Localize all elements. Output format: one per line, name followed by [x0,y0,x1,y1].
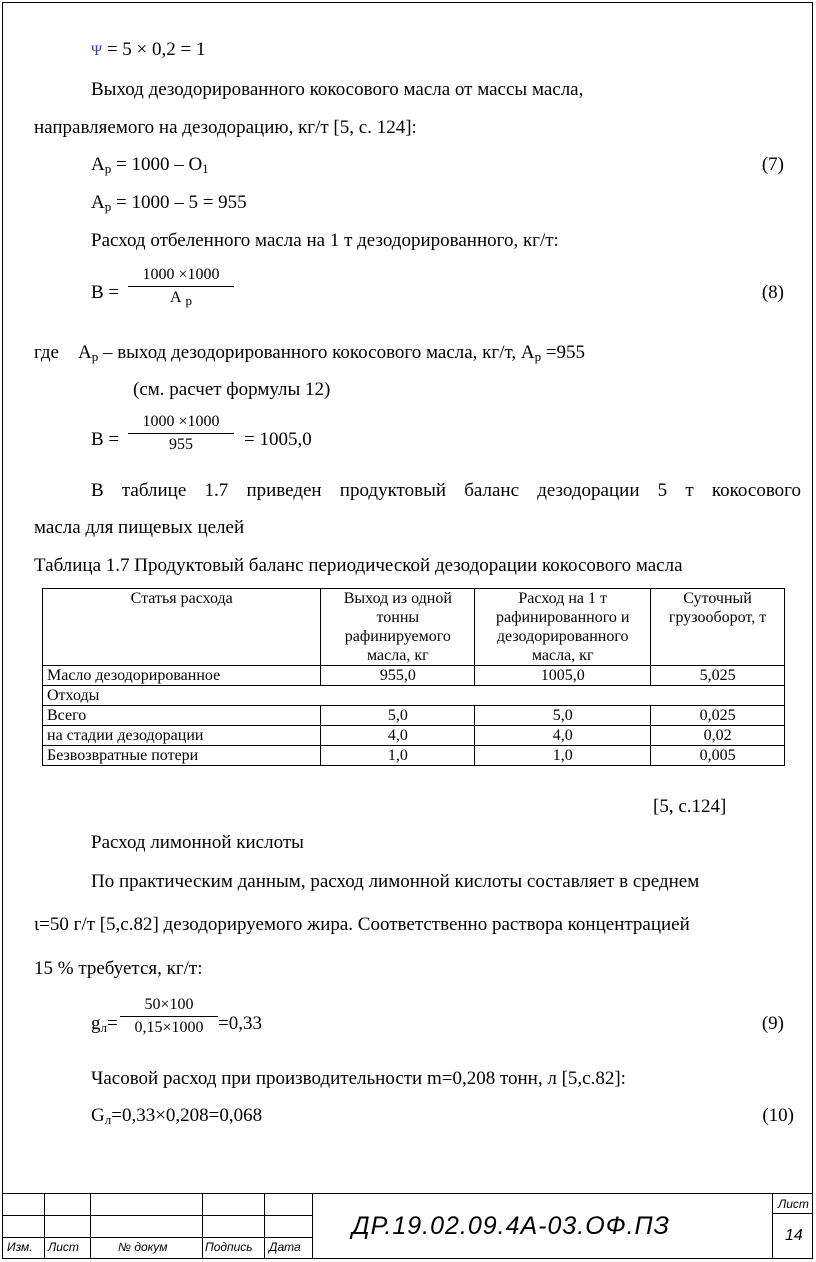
equation-8-fraction: 1000 ×1000 А $_р$ [128,266,234,309]
label-signature: Подпись [205,1240,253,1254]
equation-7a: $А_р = 1000 - О_1$ [91,154,209,176]
table-header-cell: Суточный грузооборот, т [651,589,785,666]
table-caption: Таблица 1.7 Продуктовый баланс периодической дезодорации кокосового масла [34,555,683,576]
where-line: где $А_р$ – выход дезодорированного кокосового масла, кг/т, $А_р =955$ [34,342,586,364]
paragraph-2: Расход отбеленного масла на 1 т дезодорированного, кг/т: [91,230,559,251]
equation-8-lhs: В = [91,282,120,303]
equation-9-result: =0,33 [218,1013,262,1034]
paragraph-5-line-2: ι=50 г/т [5,с.82] дезодорируемого жира. Соответственно раствора концентрацией [34,914,690,935]
paragraph-3-line-1: В таблице 1.7 приведен продуктовый баланс дезодорации 5 т кокосового [91,480,801,501]
equation-number-7: (7) [761,154,784,175]
equation-7b: $А_р = 1000 - 5 = 955$ [91,192,247,214]
equation-8b-fraction: 1000 ×1000 955 [128,413,234,454]
table-row: Безвозвратные потери 1,0 1,0 0,005 [43,746,785,766]
paragraph-4: Расход лимонной кислоты [91,832,304,853]
label-izm: Изм. [7,1240,33,1254]
equation-9-lhs: $g_л=$ [91,1013,118,1035]
paragraph-1-line-2: направляемого на дезодорацию, кг/т [5, с. 124]: [34,117,417,138]
sheet-number: 14 [785,1227,803,1244]
table-row: Масло дезодорированное 955,0 1005,0 5,025 [43,666,785,686]
product-balance-table [42,588,785,766]
table-header-cell: Расход на 1 т рафинированного и дезодорированного масла, кг [475,589,651,666]
equation-number-10: (10) [762,1105,794,1126]
equation-8b-result: = 1005,0 [244,429,312,450]
paragraph-5-line-3: 15 % требуется, кг/т: [34,958,203,979]
table-header-row [43,589,785,666]
table-header-cell: Выход из одной тонны рафинируемого масла, кг [321,589,475,666]
equation-number-9: (9) [761,1013,784,1034]
table-reference: [5, с.124] [653,796,727,817]
label-doc-number: № докум [118,1240,168,1254]
table-row: Всего 5,0 5,0 0,025 [43,706,785,726]
table-header-cell: Статья расхода [43,589,321,666]
equation-8b-lhs: В = [91,429,120,450]
label-sheet: Лист [778,1197,809,1211]
equation-10: $G_л=0,33\times 0,208=0,068$ [91,1105,263,1127]
table-row: на стадии дезодорации 4,0 4,0 0,02 [43,726,785,746]
paragraph-6: Часовой расход при производительности m=0,208 тонн, л [5,с.82]: [91,1068,626,1089]
equation-9-fraction: 50×100 0,15×1000 [120,996,218,1037]
table-row: Отходы [43,686,785,706]
document-code: ДР.19.02.09.4А-03.ОФ.ПЗ [352,1212,670,1240]
psi-equation: Ψ = 5 × 0,2 = 1 [91,39,206,60]
label-date: Дата [269,1240,301,1254]
equation-number-8: (8) [761,282,784,303]
paragraph-5-line-1: По практическим данным, расход лимонной кислоты составляет в среднем [91,871,700,892]
label-list: Лист [48,1240,79,1254]
paragraph-1-line-1: Выход дезодорированного кокосового масла от массы масла, [91,79,584,100]
paragraph-3-line-2: масла для пищевых целей [34,517,245,538]
where-reference: (см. расчет формулы 12) [133,379,331,400]
psi-symbol: Ψ [91,43,103,59]
